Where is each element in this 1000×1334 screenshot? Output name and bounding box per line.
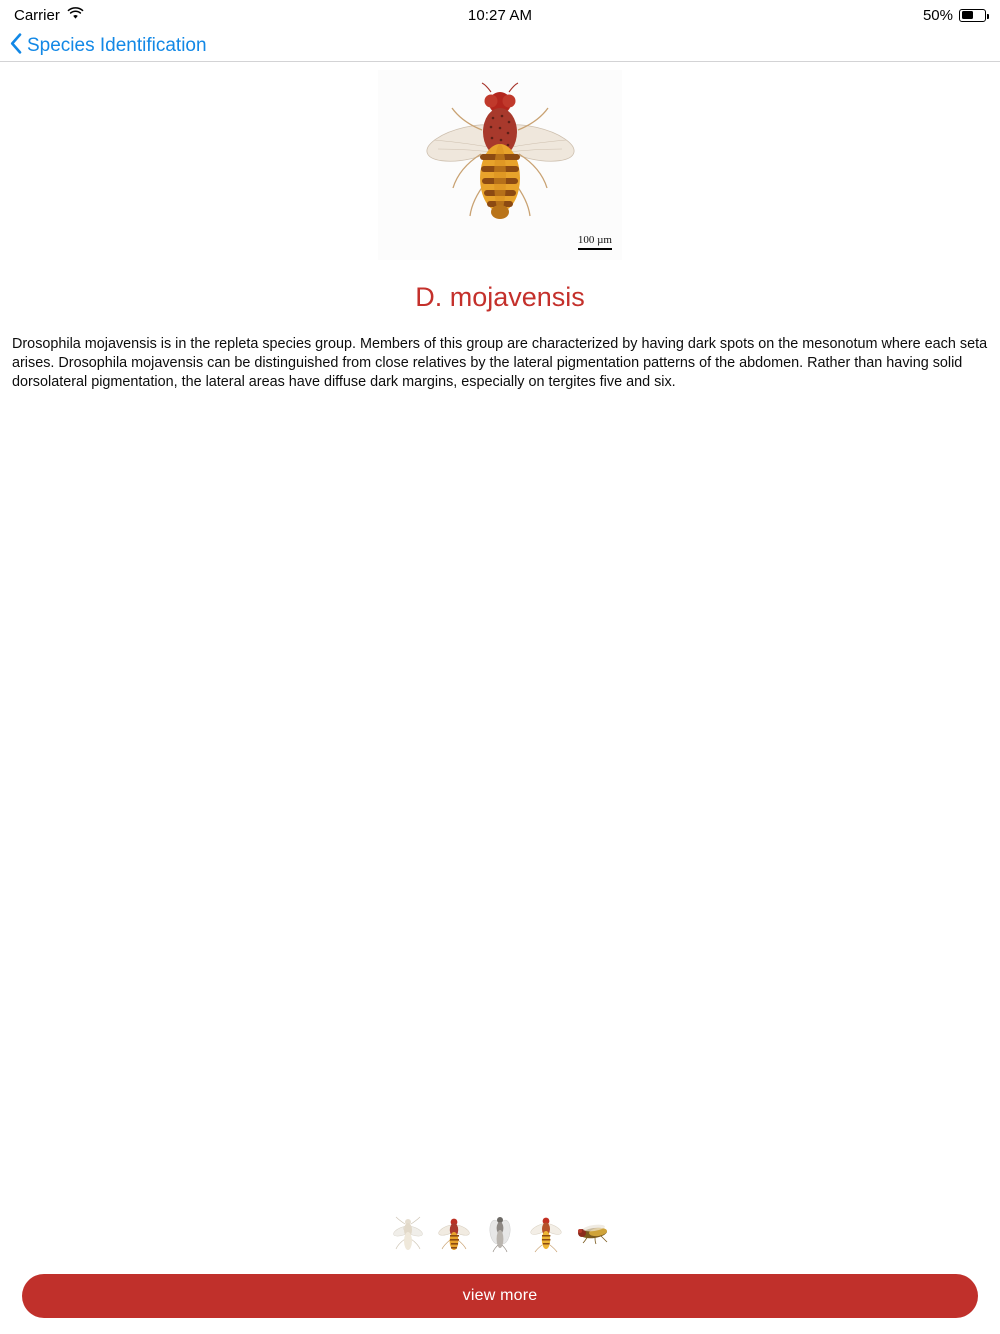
thumb-fly-dark-side[interactable] [573, 1212, 611, 1256]
thumb-fly-red-eye-striped-icon [436, 1214, 472, 1254]
scale-bar [578, 234, 612, 251]
thumb-fly-dark-side-icon [574, 1219, 610, 1249]
back-button-label[interactable]: Species Identification [27, 34, 207, 56]
thumbnail-strip [0, 1210, 1000, 1256]
chevron-left-icon[interactable] [10, 33, 22, 58]
specimen-illustration [378, 70, 622, 260]
page-title: D. mojavensis [415, 282, 585, 312]
status-bar-clock: 10:27 AM [467, 6, 533, 24]
battery-icon [959, 9, 986, 22]
scale-bar-line [578, 248, 612, 251]
battery-fill [962, 11, 973, 19]
thumb-fly-red-eye-yellow-icon [528, 1214, 564, 1254]
thumb-fly-red-eye-yellow[interactable] [527, 1212, 565, 1256]
scale-bar-label: 100 µm [577, 233, 612, 246]
specimen-image[interactable] [378, 70, 622, 260]
view-more-button[interactable]: view more [22, 1274, 978, 1318]
navigation-bar [0, 30, 1000, 62]
thumb-fly-red-eye-striped[interactable] [435, 1212, 473, 1256]
thumb-fly-pale-icon [390, 1214, 426, 1254]
thumb-fly-pale[interactable] [389, 1212, 427, 1256]
species-detail-content [0, 62, 1000, 392]
back-button[interactable] [10, 33, 207, 58]
thumb-fly-grey-wings[interactable] [481, 1212, 519, 1256]
battery-percent-label: 50% [922, 6, 953, 24]
species-description: Drosophila mojavensis is in the repleta species group. Members of this group are characterized by having dark spots on the mesonotum where each seta arises. Drosophila mojavensis can be distinguished from close relatives by the lateral pigmentation patterns of the abdomen. Rather than having solid dorsolateral pigmentation, the lateral areas have diffuse dark margins, especially on tergites five and six. [12, 336, 988, 390]
thumb-fly-grey-wings-icon [485, 1214, 515, 1254]
carrier-label: Carrier [14, 6, 60, 24]
status-bar [0, 0, 1000, 30]
